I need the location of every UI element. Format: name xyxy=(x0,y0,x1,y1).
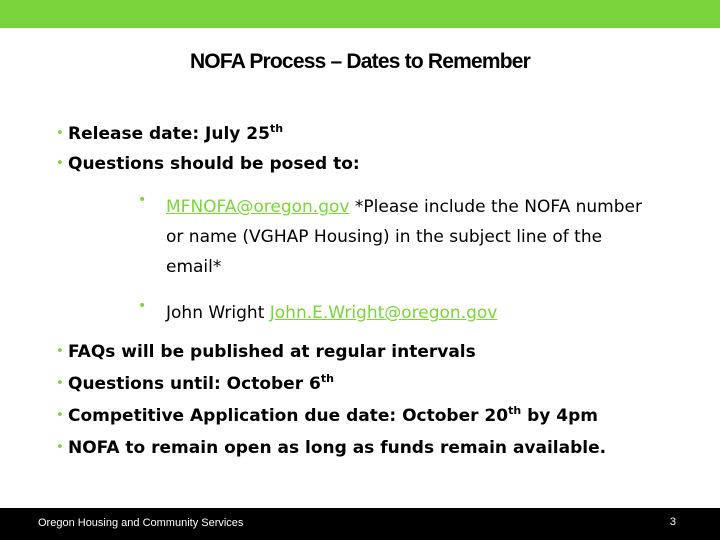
sub-bullet-text xyxy=(166,192,646,282)
footer-organization: Oregon Housing and Community Services xyxy=(38,517,244,529)
mfnofa-email-link[interactable]: MFNOFA@oregon.gov xyxy=(166,197,350,217)
bullet-nofa-open xyxy=(56,432,606,464)
email-note: *Please include the NOFA number or name (VGHAP Housing) in the subject line of the email* xyxy=(166,197,642,277)
bullet-text: Questions until: October 6 xyxy=(68,374,321,394)
contact-name: John Wright xyxy=(166,303,270,323)
bullet-text: FAQs will be published at regular intervals xyxy=(68,342,476,362)
footer-bar xyxy=(0,508,720,540)
bullet-questions-posed xyxy=(56,148,360,180)
bullet-dot-icon: • xyxy=(56,376,64,391)
top-accent-bar xyxy=(0,0,720,28)
bullet-faqs xyxy=(56,336,476,368)
superscript: th xyxy=(269,122,284,135)
bullet-release-date xyxy=(56,118,283,150)
bullet-text: Release date: July 25 xyxy=(68,124,270,144)
bullet-text: Questions should be posed to: xyxy=(68,154,360,174)
superscript: th xyxy=(320,372,334,385)
sub-bullet-dot-icon: • xyxy=(138,298,147,314)
bullet-dot-icon: • xyxy=(56,408,64,423)
superscript: th xyxy=(508,404,522,417)
page-number: 3 xyxy=(669,516,676,528)
bullet-dot-icon: • xyxy=(56,440,64,455)
bullet-dot-icon: • xyxy=(56,156,64,171)
john-wright-email-link[interactable]: John.E.Wright@oregon.gov xyxy=(269,303,498,323)
bullet-suffix: by 4pm xyxy=(521,406,598,426)
bullet-competitive-application xyxy=(56,400,598,432)
bullet-dot-icon: • xyxy=(56,126,64,141)
bullet-questions-until xyxy=(56,368,334,400)
sub-bullet-text xyxy=(166,298,646,328)
bullet-text: NOFA to remain open as long as funds remain available. xyxy=(68,438,607,458)
bullet-text: Competitive Application due date: October 20 xyxy=(68,406,509,426)
slide-title: NOFA Process – Dates to Remember xyxy=(189,50,531,73)
sub-bullet-dot-icon: • xyxy=(138,192,147,208)
bullet-dot-icon: • xyxy=(56,344,64,359)
